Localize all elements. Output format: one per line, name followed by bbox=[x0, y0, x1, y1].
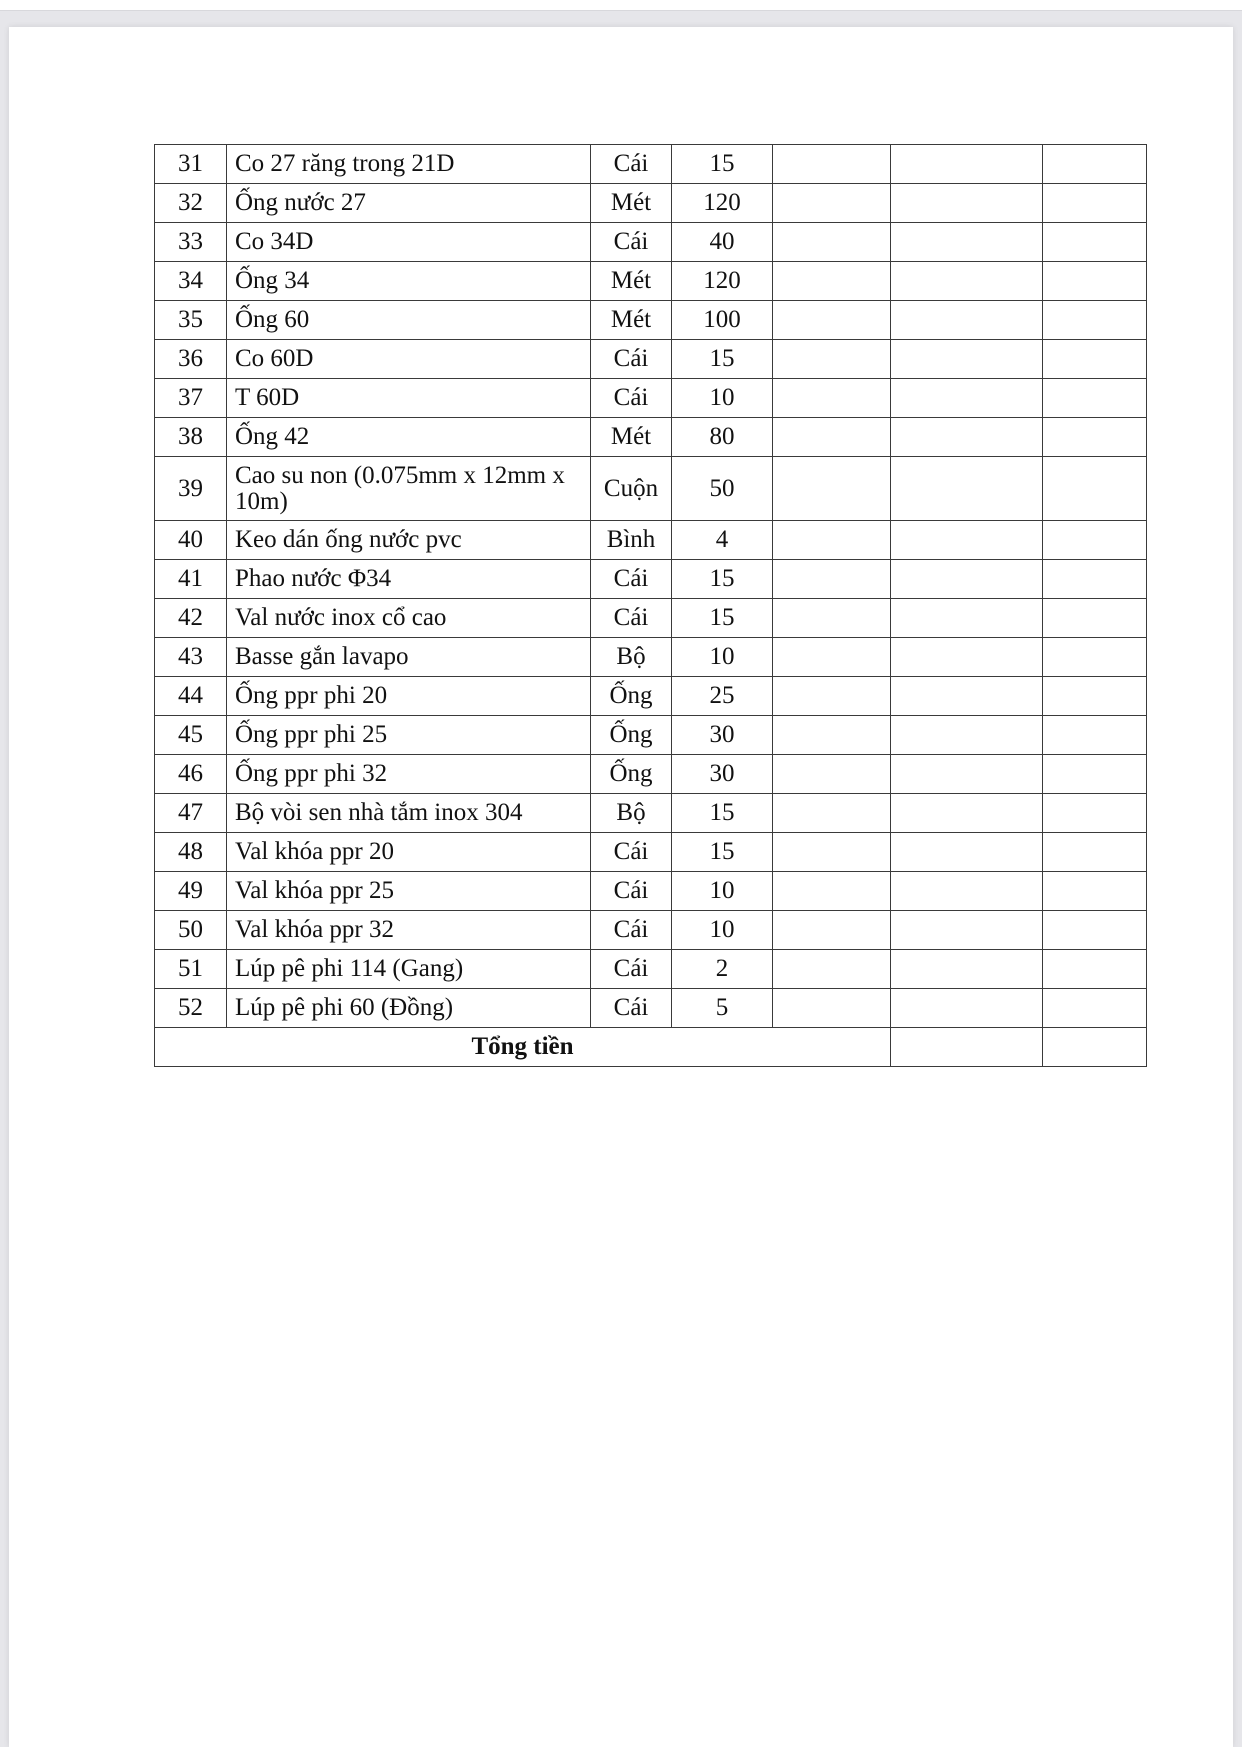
item-name: Basse gắn lavapo bbox=[227, 638, 591, 677]
empty-cell-3 bbox=[1043, 521, 1147, 560]
table-row bbox=[155, 145, 1147, 184]
empty-cell-1 bbox=[773, 340, 891, 379]
empty-cell-3 bbox=[1043, 223, 1147, 262]
empty-cell-3 bbox=[1043, 911, 1147, 950]
empty-cell-1 bbox=[773, 989, 891, 1028]
item-number: 47 bbox=[155, 794, 227, 833]
table-row bbox=[155, 833, 1147, 872]
item-name: Bộ vòi sen nhà tắm inox 304 bbox=[227, 794, 591, 833]
empty-cell-3 bbox=[1043, 794, 1147, 833]
empty-cell-1 bbox=[773, 184, 891, 223]
table-row bbox=[155, 457, 1147, 521]
empty-cell-2 bbox=[891, 872, 1043, 911]
item-name: T 60D bbox=[227, 379, 591, 418]
item-name: Val khóa ppr 20 bbox=[227, 833, 591, 872]
item-name: Lúp pê phi 60 (Đồng) bbox=[227, 989, 591, 1028]
total-label: Tổng tiền bbox=[155, 1028, 891, 1067]
empty-cell-1 bbox=[773, 911, 891, 950]
item-name: Val khóa ppr 25 bbox=[227, 872, 591, 911]
item-name: Phao nước Φ34 bbox=[227, 560, 591, 599]
item-quantity: 15 bbox=[672, 599, 773, 638]
item-name: Ống 42 bbox=[227, 418, 591, 457]
empty-cell-1 bbox=[773, 418, 891, 457]
item-number: 45 bbox=[155, 716, 227, 755]
table-row bbox=[155, 638, 1147, 677]
item-number: 39 bbox=[155, 457, 227, 521]
items-table bbox=[154, 144, 1147, 1067]
item-number: 40 bbox=[155, 521, 227, 560]
empty-cell-3 bbox=[1043, 145, 1147, 184]
empty-cell-1 bbox=[773, 262, 891, 301]
empty-cell-2 bbox=[891, 340, 1043, 379]
empty-cell-3 bbox=[1043, 379, 1147, 418]
table-row bbox=[155, 599, 1147, 638]
item-name: Co 27 răng trong 21D bbox=[227, 145, 591, 184]
table-row bbox=[155, 872, 1147, 911]
item-unit: Mét bbox=[591, 418, 672, 457]
item-quantity: 5 bbox=[672, 989, 773, 1028]
empty-cell-2 bbox=[891, 989, 1043, 1028]
empty-cell-2 bbox=[891, 560, 1043, 599]
empty-cell-2 bbox=[891, 379, 1043, 418]
item-name: Cao su non (0.075mm x 12mm x 10m) bbox=[227, 457, 591, 521]
item-number: 42 bbox=[155, 599, 227, 638]
item-number: 38 bbox=[155, 418, 227, 457]
item-name: Co 60D bbox=[227, 340, 591, 379]
item-quantity: 120 bbox=[672, 262, 773, 301]
item-quantity: 15 bbox=[672, 833, 773, 872]
item-name: Ống nước 27 bbox=[227, 184, 591, 223]
item-quantity: 50 bbox=[672, 457, 773, 521]
table-row bbox=[155, 301, 1147, 340]
empty-cell-3 bbox=[1043, 418, 1147, 457]
item-name: Keo dán ống nước pvc bbox=[227, 521, 591, 560]
item-unit: Cái bbox=[591, 379, 672, 418]
item-name: Ống ppr phi 20 bbox=[227, 677, 591, 716]
item-unit: Cuộn bbox=[591, 457, 672, 521]
item-unit: Cái bbox=[591, 833, 672, 872]
empty-cell-3 bbox=[1043, 950, 1147, 989]
viewer-top-strip bbox=[0, 0, 1242, 11]
empty-cell-2 bbox=[891, 301, 1043, 340]
item-unit: Cái bbox=[591, 599, 672, 638]
item-number: 48 bbox=[155, 833, 227, 872]
empty-cell-2 bbox=[891, 794, 1043, 833]
item-unit: Mét bbox=[591, 262, 672, 301]
item-unit: Bộ bbox=[591, 638, 672, 677]
item-number: 41 bbox=[155, 560, 227, 599]
table-row bbox=[155, 677, 1147, 716]
empty-cell-1 bbox=[773, 638, 891, 677]
empty-cell-2 bbox=[891, 755, 1043, 794]
total-cell-1 bbox=[891, 1028, 1043, 1067]
item-quantity: 2 bbox=[672, 950, 773, 989]
empty-cell-1 bbox=[773, 755, 891, 794]
item-number: 33 bbox=[155, 223, 227, 262]
item-unit: Bộ bbox=[591, 794, 672, 833]
empty-cell-1 bbox=[773, 716, 891, 755]
item-name: Ống ppr phi 25 bbox=[227, 716, 591, 755]
table-row bbox=[155, 521, 1147, 560]
table-row bbox=[155, 340, 1147, 379]
table-row bbox=[155, 911, 1147, 950]
empty-cell-3 bbox=[1043, 872, 1147, 911]
empty-cell-3 bbox=[1043, 340, 1147, 379]
empty-cell-3 bbox=[1043, 599, 1147, 638]
empty-cell-2 bbox=[891, 677, 1043, 716]
empty-cell-3 bbox=[1043, 989, 1147, 1028]
item-unit: Cái bbox=[591, 223, 672, 262]
item-name: Co 34D bbox=[227, 223, 591, 262]
empty-cell-2 bbox=[891, 950, 1043, 989]
item-quantity: 15 bbox=[672, 794, 773, 833]
table-row bbox=[155, 184, 1147, 223]
empty-cell-3 bbox=[1043, 833, 1147, 872]
total-cell-2 bbox=[1043, 1028, 1147, 1067]
item-number: 32 bbox=[155, 184, 227, 223]
item-unit: Cái bbox=[591, 340, 672, 379]
empty-cell-1 bbox=[773, 379, 891, 418]
empty-cell-2 bbox=[891, 262, 1043, 301]
table-row bbox=[155, 755, 1147, 794]
empty-cell-3 bbox=[1043, 184, 1147, 223]
item-name: Val nước inox cổ cao bbox=[227, 599, 591, 638]
item-unit: Cái bbox=[591, 560, 672, 599]
item-name: Lúp pê phi 114 (Gang) bbox=[227, 950, 591, 989]
item-name: Ống 34 bbox=[227, 262, 591, 301]
item-quantity: 120 bbox=[672, 184, 773, 223]
item-quantity: 100 bbox=[672, 301, 773, 340]
item-quantity: 10 bbox=[672, 379, 773, 418]
empty-cell-3 bbox=[1043, 638, 1147, 677]
item-number: 37 bbox=[155, 379, 227, 418]
empty-cell-2 bbox=[891, 145, 1043, 184]
empty-cell-1 bbox=[773, 223, 891, 262]
table-row bbox=[155, 716, 1147, 755]
table-row bbox=[155, 379, 1147, 418]
items-table-body bbox=[155, 145, 1147, 1028]
item-quantity: 10 bbox=[672, 911, 773, 950]
empty-cell-2 bbox=[891, 223, 1043, 262]
empty-cell-3 bbox=[1043, 677, 1147, 716]
empty-cell-1 bbox=[773, 833, 891, 872]
empty-cell-1 bbox=[773, 950, 891, 989]
item-name: Ống ppr phi 32 bbox=[227, 755, 591, 794]
item-quantity: 4 bbox=[672, 521, 773, 560]
item-number: 46 bbox=[155, 755, 227, 794]
item-unit: Cái bbox=[591, 872, 672, 911]
table-row bbox=[155, 950, 1147, 989]
item-number: 35 bbox=[155, 301, 227, 340]
item-quantity: 30 bbox=[672, 716, 773, 755]
item-number: 36 bbox=[155, 340, 227, 379]
empty-cell-1 bbox=[773, 599, 891, 638]
item-quantity: 25 bbox=[672, 677, 773, 716]
item-unit: Mét bbox=[591, 184, 672, 223]
item-unit: Cái bbox=[591, 950, 672, 989]
item-unit: Bình bbox=[591, 521, 672, 560]
empty-cell-2 bbox=[891, 833, 1043, 872]
table-row bbox=[155, 418, 1147, 457]
empty-cell-2 bbox=[891, 184, 1043, 223]
empty-cell-3 bbox=[1043, 560, 1147, 599]
item-unit: Mét bbox=[591, 301, 672, 340]
item-number: 51 bbox=[155, 950, 227, 989]
item-quantity: 10 bbox=[672, 872, 773, 911]
item-number: 50 bbox=[155, 911, 227, 950]
item-number: 34 bbox=[155, 262, 227, 301]
item-unit: Ống bbox=[591, 755, 672, 794]
empty-cell-3 bbox=[1043, 457, 1147, 521]
table-row bbox=[155, 560, 1147, 599]
table-row bbox=[155, 794, 1147, 833]
item-unit: Ống bbox=[591, 677, 672, 716]
item-unit: Cái bbox=[591, 989, 672, 1028]
item-number: 44 bbox=[155, 677, 227, 716]
table-row bbox=[155, 989, 1147, 1028]
empty-cell-1 bbox=[773, 560, 891, 599]
empty-cell-1 bbox=[773, 872, 891, 911]
table-row bbox=[155, 262, 1147, 301]
item-quantity: 40 bbox=[672, 223, 773, 262]
item-name: Val khóa ppr 32 bbox=[227, 911, 591, 950]
empty-cell-3 bbox=[1043, 716, 1147, 755]
table-row bbox=[155, 223, 1147, 262]
empty-cell-3 bbox=[1043, 262, 1147, 301]
empty-cell-2 bbox=[891, 638, 1043, 677]
empty-cell-3 bbox=[1043, 755, 1147, 794]
item-unit: Cái bbox=[591, 145, 672, 184]
item-name: Ống 60 bbox=[227, 301, 591, 340]
document-page bbox=[9, 27, 1233, 1747]
item-quantity: 30 bbox=[672, 755, 773, 794]
empty-cell-2 bbox=[891, 457, 1043, 521]
item-quantity: 10 bbox=[672, 638, 773, 677]
empty-cell-1 bbox=[773, 677, 891, 716]
empty-cell-1 bbox=[773, 521, 891, 560]
total-row bbox=[155, 1028, 1147, 1067]
empty-cell-2 bbox=[891, 911, 1043, 950]
item-number: 43 bbox=[155, 638, 227, 677]
empty-cell-1 bbox=[773, 301, 891, 340]
empty-cell-2 bbox=[891, 599, 1043, 638]
item-number: 49 bbox=[155, 872, 227, 911]
empty-cell-3 bbox=[1043, 301, 1147, 340]
item-quantity: 15 bbox=[672, 145, 773, 184]
item-quantity: 15 bbox=[672, 340, 773, 379]
empty-cell-1 bbox=[773, 145, 891, 184]
empty-cell-2 bbox=[891, 418, 1043, 457]
item-quantity: 80 bbox=[672, 418, 773, 457]
item-number: 52 bbox=[155, 989, 227, 1028]
item-quantity: 15 bbox=[672, 560, 773, 599]
item-unit: Ống bbox=[591, 716, 672, 755]
empty-cell-2 bbox=[891, 716, 1043, 755]
item-number: 31 bbox=[155, 145, 227, 184]
empty-cell-2 bbox=[891, 521, 1043, 560]
item-unit: Cái bbox=[591, 911, 672, 950]
empty-cell-1 bbox=[773, 457, 891, 521]
empty-cell-1 bbox=[773, 794, 891, 833]
